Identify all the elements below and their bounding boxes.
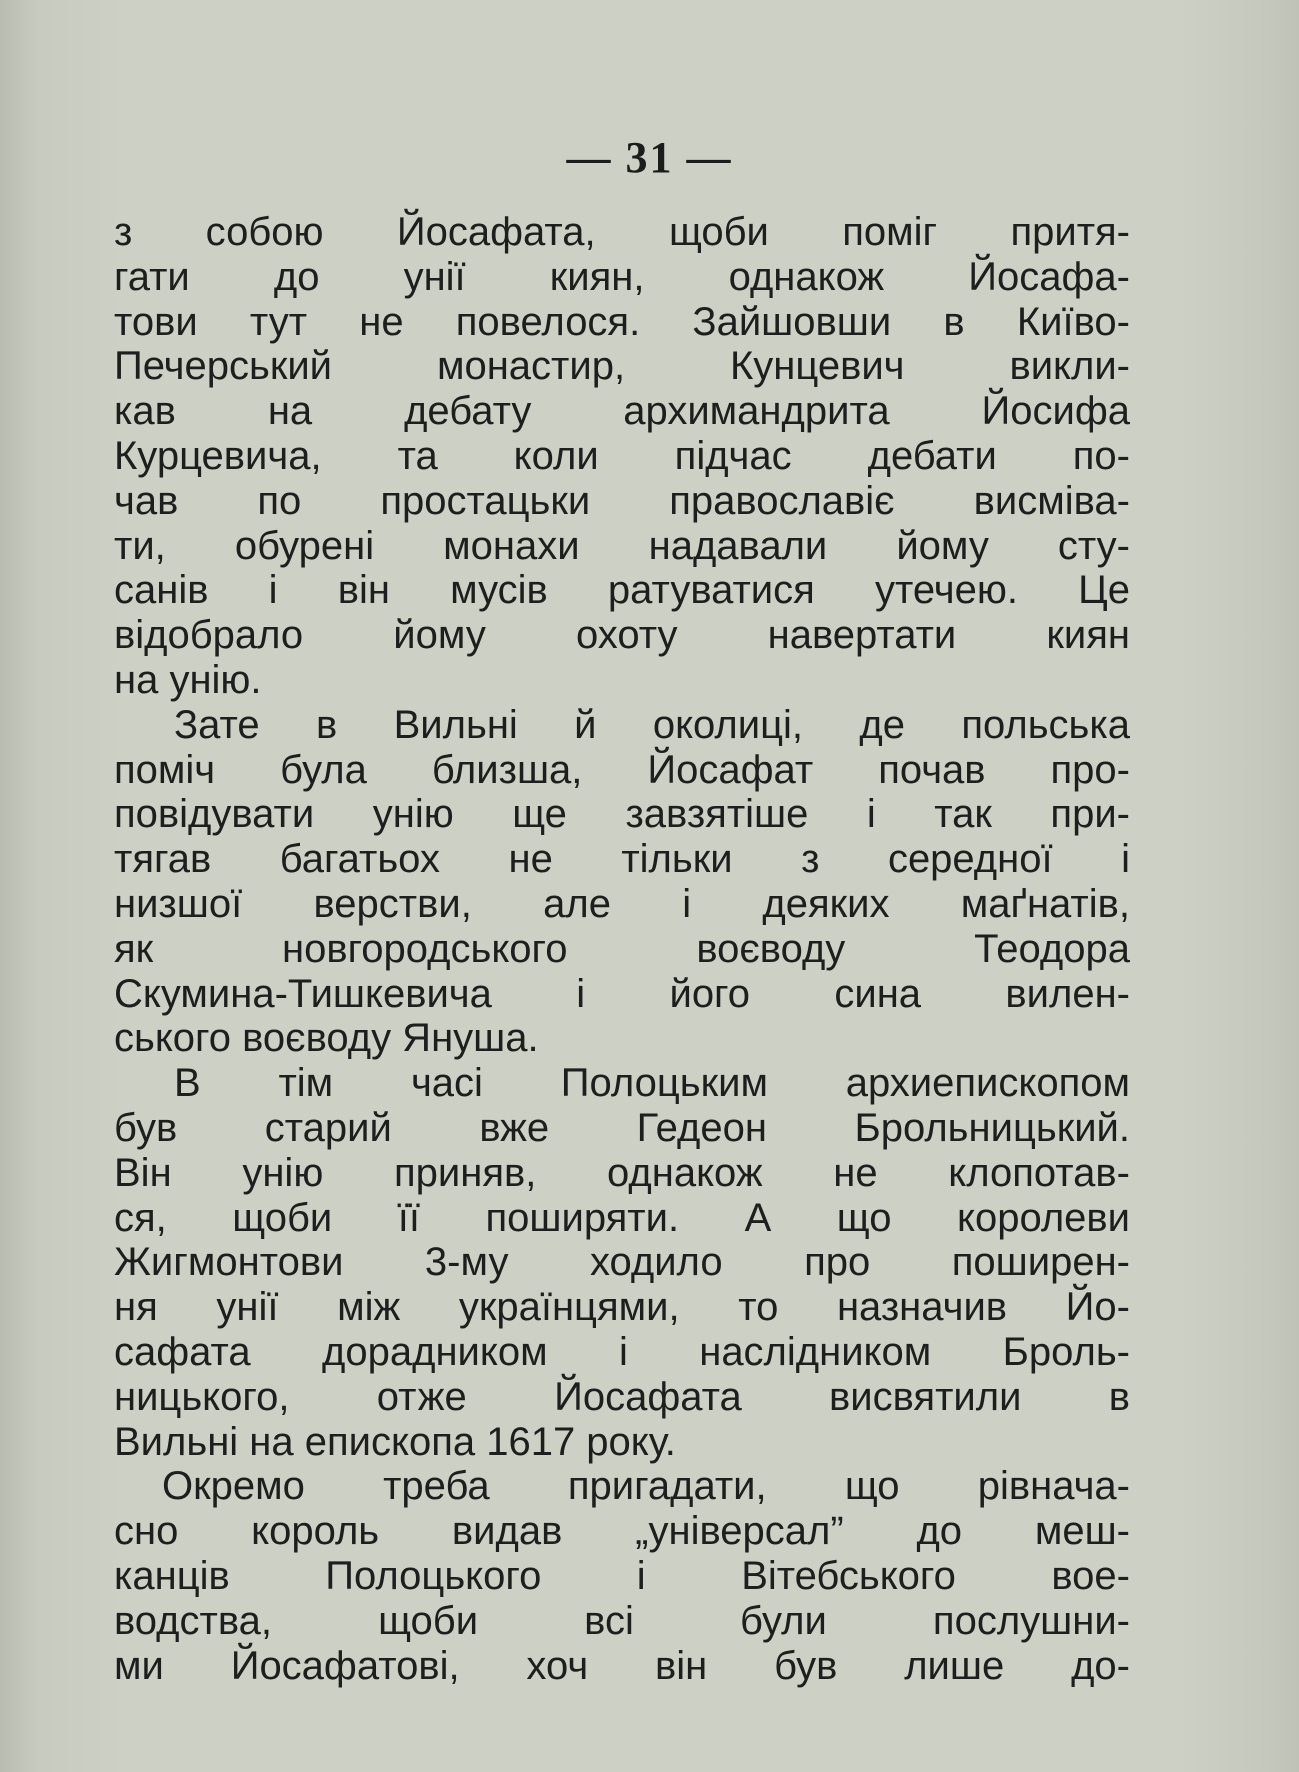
text-line: Курцевича, та коли підчас дебати по- — [114, 433, 1130, 478]
text-line: ми Йосафатові, хоч він був лише до- — [114, 1643, 1130, 1688]
text-line: Окремо треба пригадати, що рівнача- — [162, 1464, 1130, 1509]
text-line: Він унію приняв, однакож не клопотав- — [114, 1150, 1130, 1195]
text-line: кав на дебату архимандрита Йосифа — [114, 389, 1130, 434]
text-line: ського воєводу Януша. — [114, 1016, 539, 1061]
text-line: В тім часі Полоцьким архиепископом — [174, 1061, 1130, 1106]
text-line: Жигмонтови 3-му ходило про поширен- — [114, 1240, 1130, 1285]
text-line: тови тут не повелося. Зайшовши в Київо- — [114, 299, 1130, 344]
text-line: на унію. — [114, 657, 262, 702]
text-line: ти, обурені монахи надавали йому сту- — [114, 523, 1130, 568]
text-line: сафата дорадником і наслідником Броль- — [114, 1329, 1130, 1374]
text-line: Скумина-Тишкевича і його сина вилен- — [114, 971, 1130, 1016]
text-line: ся, щоби її поширяти. А що королеви — [114, 1195, 1130, 1240]
text-line: повідувати унію ще завзятіше і так при- — [114, 792, 1130, 837]
text-line: був старий вже Гедеон Брольницький. — [114, 1105, 1130, 1150]
text-line: з собою Йосафата, щоби поміг притя- — [114, 210, 1130, 254]
text-line: чав по простацьки православіє висміва- — [114, 478, 1130, 523]
page-number: — 31 — — [566, 133, 733, 182]
text-line: поміч була близша, Йосафат почав про- — [114, 747, 1130, 792]
text-line: водства, щоби всі були послушни- — [114, 1598, 1130, 1643]
text-line: Вильні на епископа 1617 року. — [114, 1419, 676, 1464]
text-line: відобрало йому охоту навертати киян — [114, 613, 1130, 658]
text-line: тягав багатьох не тільки з середної і — [114, 837, 1130, 882]
body-text — [114, 210, 1130, 1688]
text-line: ницького, отже Йосафата висвятили в — [114, 1374, 1130, 1419]
text-line: низшої верстви, але і деяких маґнатів, — [114, 881, 1130, 926]
text-line: ня унії між українцями, то назначив Йо- — [114, 1285, 1130, 1330]
text-line: Печерський монастир, Кунцевич викли- — [114, 344, 1130, 389]
text-line: канців Полоцького і Вітебського вое- — [114, 1553, 1130, 1598]
text-line: санів і він мусів ратуватися утечею. Це — [114, 568, 1130, 613]
text-line: як новгородського воєводу Теодора — [114, 926, 1130, 971]
text-line: гати до унії киян, однакож Йосафа- — [114, 254, 1130, 299]
text-line: Зате в Вильні й околиці, де польська — [174, 702, 1130, 747]
text-line: сно король видав „універсал” до меш- — [114, 1509, 1130, 1554]
